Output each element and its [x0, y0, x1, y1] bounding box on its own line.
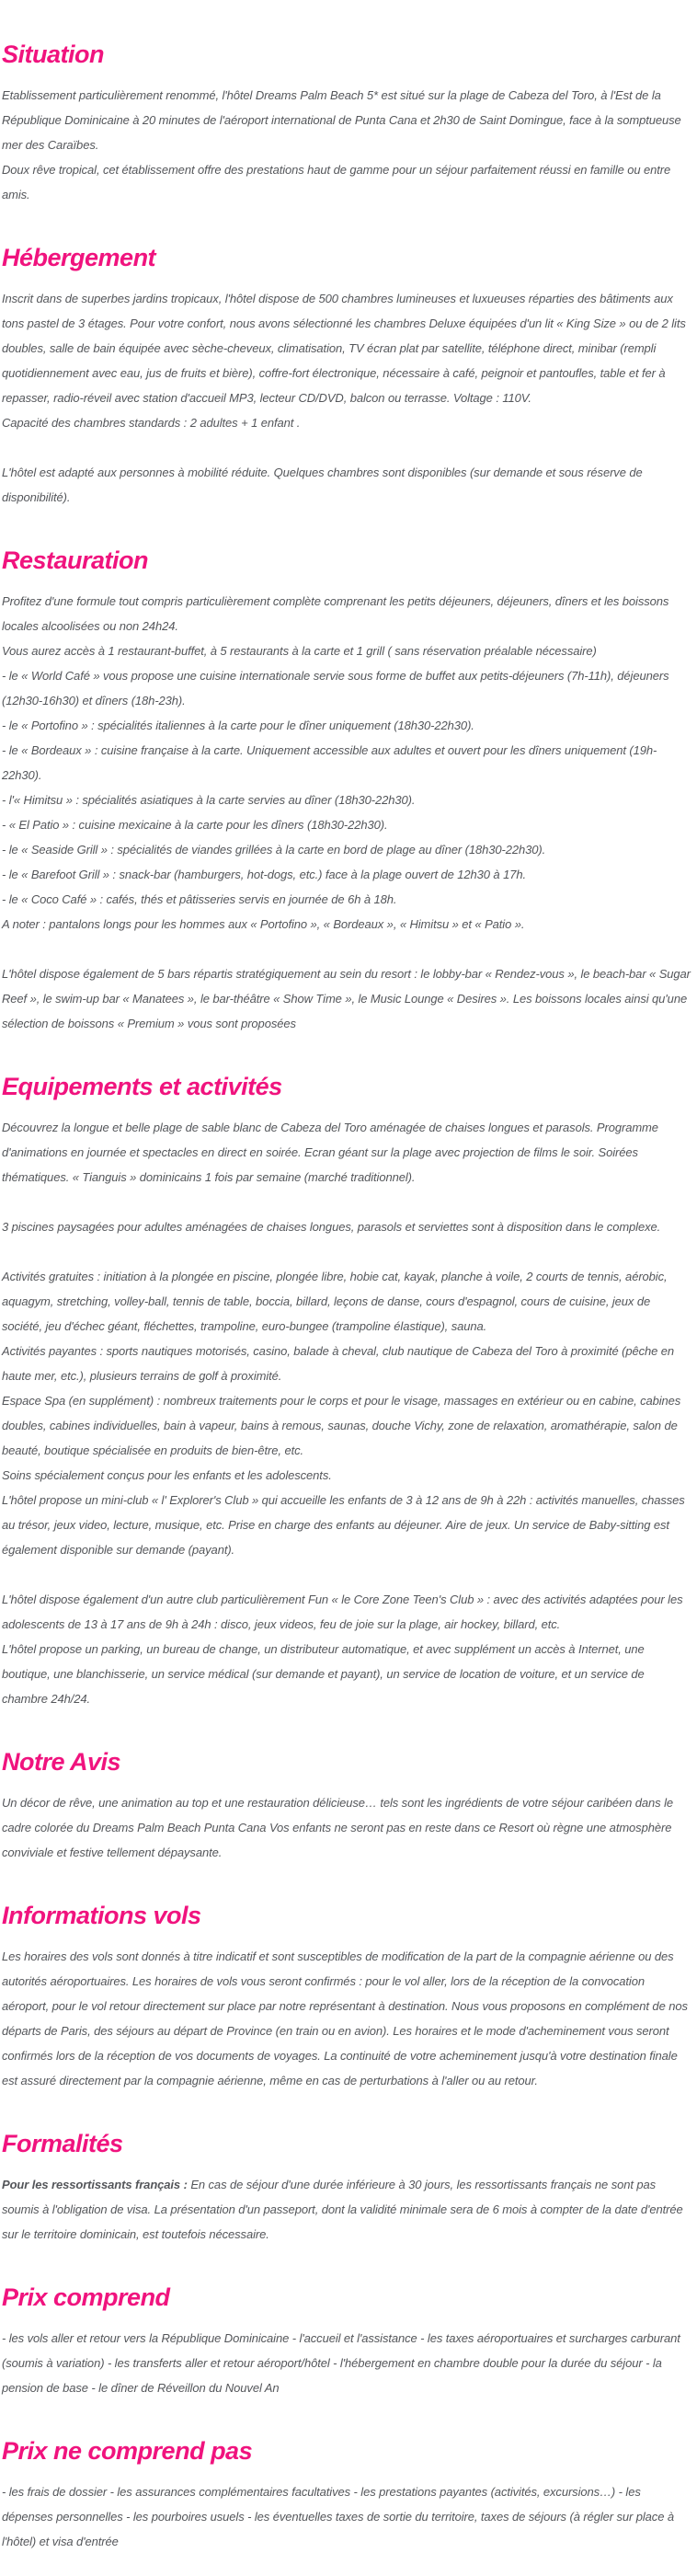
section-body: [2, 589, 691, 1036]
paragraph: - le « Portofino » : spécialités italiennes à la carte pour le dîner uniquement (18h30-22h30).: [2, 719, 474, 732]
section-title: Equipements et activités: [2, 1073, 282, 1100]
section-title: Restauration: [2, 546, 149, 574]
section: [2, 546, 691, 1036]
section-body: [2, 2326, 691, 2400]
section-body: [2, 2479, 691, 2554]
section: [2, 2130, 691, 2247]
paragraph: - le « Barefoot Grill » : snack-bar (hamburgers, hot-dogs, etc.) face à la plage ouvert de 12h30 à 17h.: [2, 868, 526, 881]
section-body: [2, 1944, 691, 2093]
paragraph: Pour les ressortissants français : En cas de séjour d'une durée inférieure à 30 jours, les ressortissants français ne sont pas soumis à l'obligation de visa. La présentation d'un passeport, dont la validité minimale sera de 6 mois à compter de la date d'entrée sur le territoire dominicain, est toutefois nécessaire.: [2, 2178, 683, 2241]
paragraph: - le « World Café » vous propose une cuisine internationale servie sous forme de buffet aux petits-déjeuners (7h-11h), déjeuners (12h30-16h30) et dîners (18h-23h).: [2, 669, 669, 707]
paragraph: Un décor de rêve, une animation au top et une restauration délicieuse… tels sont les ingrédients de votre séjour caribéen dans le cadre colorée du Dreams Palm Beach Punta Cana Vos enfants ne seront pas en reste dans ce Resort où règne une atmosphère conviviale et festive tellement dépaysante.: [2, 1796, 673, 1859]
paragraph-bold-prefix: Pour les ressortissants français :: [2, 2178, 188, 2191]
paragraph: Etablissement particulièrement renommé, l'hôtel Dreams Palm Beach 5* est situé sur la plage de Cabeza del Toro, à l'Est de la République Dominicaine à 20 minutes de l'aéroport international de Punta Cana et 2h30 de Saint Domingue, face à la somptueuse mer des Caraïbes.: [2, 88, 681, 152]
section: [2, 1902, 691, 2093]
paragraph: Profitez d'une formule tout compris particulièrement complète comprenant les petits déjeuners, déjeuners, dîners et les boissons locales alcoolisées ou non 24h24.: [2, 594, 669, 633]
paragraph: Activités gratuites : initiation à la plongée en piscine, plongée libre, hobie cat, kayak, planche à voile, 2 courts de tennis, aérobic, aquagym, stretching, volley-ball, tennis de table, boccia, billard, leçons de danse, cours d'espagnol, cours de cuisine, jeux de société, jeu d'échec géant, fléchettes, trampoline, euro-bungee (trampoline élastique), sauna.: [2, 1270, 668, 1333]
section-body: [2, 1115, 691, 1711]
paragraph: - « El Patio » : cuisine mexicaine à la carte pour les dîners (18h30-22h30).: [2, 818, 388, 832]
paragraph: Capacité des chambres standards : 2 adultes + 1 enfant .: [2, 416, 301, 430]
section-title: Notre Avis: [2, 1748, 121, 1776]
paragraph: Activités payantes : sports nautiques motorisés, casino, balade à cheval, club nautique de Cabeza del Toro à proximité (pêche en haute mer, etc.), plusieurs terrains de golf à proximité.: [2, 1344, 675, 1383]
section: [2, 1073, 691, 1711]
paragraph: L'hôtel propose un parking, un bureau de change, un distributeur automatique, et avec supplément un accès à Internet, une boutique, une blanchisserie, un service médical (sur demande et payant), un service de location de voiture, et un service de chambre 24h/24.: [2, 1642, 645, 1706]
section-title: Situation: [2, 40, 104, 68]
section: [2, 2437, 691, 2554]
paragraph: L'hôtel dispose également d'un autre club particulièrement Fun « le Core Zone Teen's Club » : avec des activités adaptées pour les adolescents de 13 à 17 ans de 9h à 24h : disco, jeux videos, feu de joie sur la plage, air hockey, billard, etc.: [2, 1593, 683, 1631]
paragraph: Découvrez la longue et belle plage de sable blanc de Cabeza del Toro aménagée de chaises longues et parasols. Programme d'animations en journée et spectacles en direct en soirée. Ecran géant sur la plage avec projection de films le soir. Soirées thématiques. « Tianguis » dominicains 1 fois par semaine (marché traditionnel).: [2, 1121, 658, 1184]
section-body: [2, 83, 691, 207]
section-body: [2, 286, 691, 510]
section-title: Informations vols: [2, 1902, 201, 1929]
section: [2, 1748, 691, 1865]
paragraph: - le « Coco Café » : cafés, thés et pâtisseries servis en journée de 6h à 18h.: [2, 892, 397, 906]
section-body: [2, 1790, 691, 1865]
section: [2, 244, 691, 510]
section-title: Prix ne comprend pas: [2, 2437, 253, 2465]
paragraph: Les horaires des vols sont donnés à titre indicatif et sont susceptibles de modification de la part de la compagnie aérienne ou des autorités aéroportuaires. Les horaires de vols vous seront confirmés : pour le vol aller, lors de la réception de la convocation aéroport, pour le vol retour directement sur place par notre représentant à destination. Nous vous proposons en complément de nos départs de Paris, des séjours au départ de Province (en train ou en avion). Les horaires et le mode d'acheminement vous seront confirmés lors de la réception de vos documents de voyages. La continuité de votre acheminement jusqu'à votre destination finale est assuré directement par la compagnie aérienne, même en cas de perturbations à l'aller ou au retour.: [2, 1949, 688, 2087]
paragraph: - les frais de dossier - les assurances complémentaires facultatives - les prestations payantes (activités, excursions…) - les dépenses personnelles - les pourboires usuels - les éventuelles taxes de sortie du territoire, taxes de séjours (à régler sur place à l'hôtel) et visa d'entrée: [2, 2485, 674, 2548]
paragraph: Doux rêve tropical, cet établissement offre des prestations haut de gamme pour un séjour parfaitement réussi en famille ou entre amis.: [2, 163, 671, 201]
section-title: Formalités: [2, 2130, 123, 2157]
paragraph: - l'« Himitsu » : spécialités asiatiques à la carte servies au dîner (18h30-22h30).: [2, 793, 416, 807]
paragraph: Espace Spa (en supplément) : nombreux traitements pour le corps et pour le visage, massages en extérieur ou en cabine, cabines doubles, cabines individuelles, bain à vapeur, bains à remous, saunas, douche Vichy, zone de relaxation, aromathérapie, salon de beauté, boutique spécialisée en produits de bien-être, etc.: [2, 1394, 681, 1457]
section: [2, 2283, 691, 2400]
section: [2, 40, 691, 207]
paragraph: Soins spécialement conçus pour les enfants et les adolescents.: [2, 1468, 332, 1482]
section-title: Hébergement: [2, 244, 156, 271]
section-body: [2, 2172, 691, 2247]
paragraph: Inscrit dans de superbes jardins tropicaux, l'hôtel dispose de 500 chambres lumineuses et luxueuses réparties des bâtiments aux tons pastel de 3 étages. Pour votre confort, nous avons sélectionné les chambres Deluxe équipées d'un lit « King Size » ou de 2 lits doubles, salle de bain équipée avec sèche-cheveux, climatisation, TV écran plat par satellite, téléphone direct, minibar (rempli quotidiennement avec eau, jus de fruits et bière), coffre-fort électronique, nécessaire à café, peignoir et pantoufles, table et fer à repasser, radio-réveil avec station d'accueil MP3, lecteur CD/DVD, balcon ou terrasse. Voltage : 110V.: [2, 292, 686, 405]
paragraph: Vous aurez accès à 1 restaurant-buffet, à 5 restaurants à la carte et 1 grill ( sans réservation préalable nécessaire): [2, 644, 597, 658]
paragraph: L'hôtel dispose également de 5 bars répartis stratégiquement au sein du resort : le lobby-bar « Rendez-vous », le beach-bar « Sugar Reef », le swim-up bar « Manatees », le bar-théâtre « Show Time », le Music Lounge « Desires ». Les boissons locales ainsi qu'une sélection de boissons « Premium » vous sont proposées: [2, 967, 691, 1030]
paragraph: 3 piscines paysagées pour adultes aménagées de chaises longues, parasols et serviettes sont à disposition dans le complexe.: [2, 1220, 661, 1234]
paragraph: - le « Seaside Grill » : spécialités de viandes grillées à la carte en bord de plage au dîner (18h30-22h30).: [2, 843, 546, 857]
section-title: Prix comprend: [2, 2283, 170, 2311]
paragraph: A noter : pantalons longs pour les hommes aux « Portofino », « Bordeaux », « Himitsu » et « Patio ».: [2, 917, 525, 931]
paragraph: L'hôtel est adapté aux personnes à mobilité réduite. Quelques chambres sont disponibles (sur demande et sous réserve de disponibilité).: [2, 466, 643, 504]
paragraph: L'hôtel propose un mini-club « l' Explorer's Club » qui accueille les enfants de 3 à 12 ans de 9h à 22h : activités manuelles, chasses au trésor, jeux video, lecture, musique, etc. Prise en charge des enfants au déjeuner. Aire de jeux. Un service de Baby-sitting est également disponible sur demande (payant).: [2, 1493, 685, 1557]
paragraph: - les vols aller et retour vers la République Dominicaine - l'accueil et l'assistance - les taxes aéroportuaires et surcharges carburant (soumis à variation) - les transferts aller et retour aéroport/hôtel - l'hébergement en chambre double pour la durée du séjour - la pension de base - le dîner de Réveillon du Nouvel An: [2, 2331, 680, 2395]
paragraph: - le « Bordeaux » : cuisine française à la carte. Uniquement accessible aux adultes et ouvert pour les dîners uniquement (19h-22h30).: [2, 743, 657, 782]
